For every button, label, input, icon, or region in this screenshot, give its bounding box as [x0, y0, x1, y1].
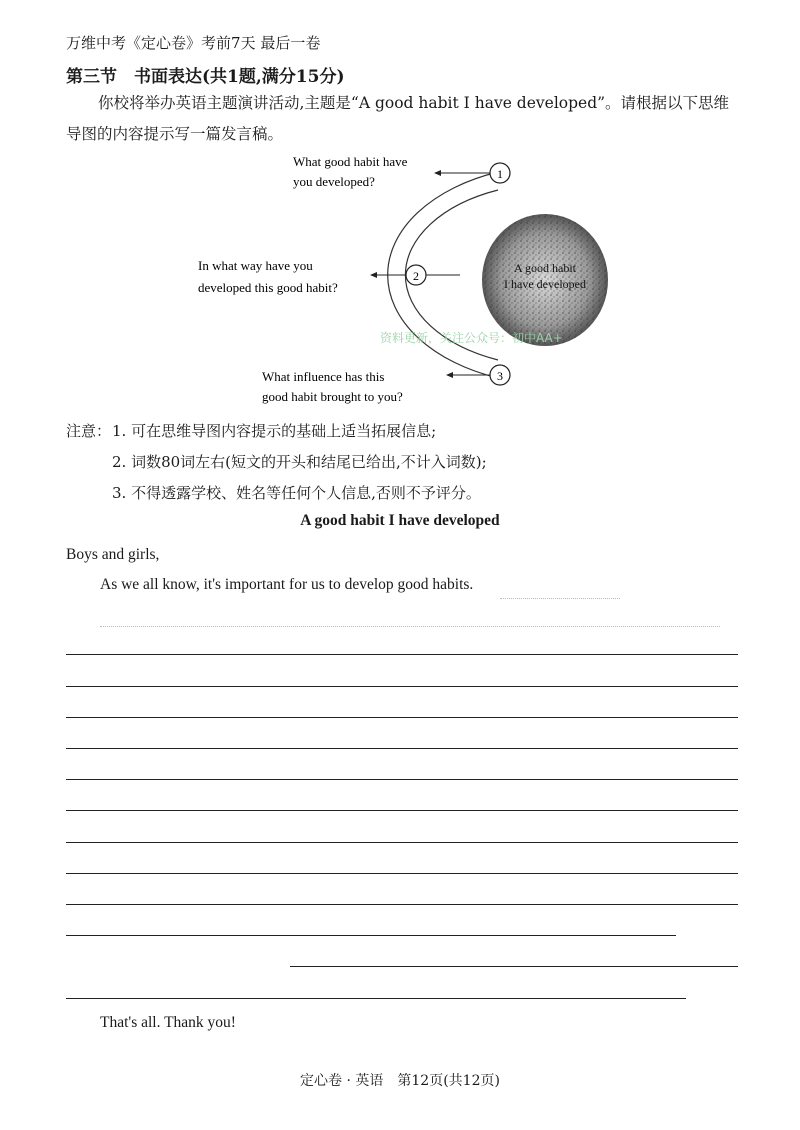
writing-line[interactable]: [66, 654, 738, 655]
note-2: 2. 词数80词左右(短文的开头和结尾已给出,不计入词数);: [112, 453, 487, 471]
essay-greeting: Boys and girls,: [66, 546, 160, 563]
note-3: 3. 不得透露学校、姓名等任何个人信息,否则不予评分。: [112, 484, 481, 502]
writing-line[interactable]: [66, 998, 686, 999]
exam-header: 万维中考《定心卷》考前7天 最后一卷: [66, 34, 321, 52]
writing-line[interactable]: [290, 966, 738, 967]
writing-line[interactable]: [66, 873, 738, 874]
writing-line[interactable]: [66, 686, 738, 687]
question-3-line1: What influence has this: [262, 369, 385, 384]
notes-label: 注意：: [66, 422, 112, 440]
scan-artifact: [500, 598, 620, 599]
question-3-line2: good habit brought to you?: [262, 389, 403, 404]
writing-line[interactable]: [66, 810, 738, 811]
scan-artifact: [100, 626, 720, 627]
node-2-number: 2: [413, 269, 419, 283]
question-1-line2: you developed?: [293, 174, 375, 189]
page-footer: 定心卷 · 英语 第12页(共12页): [300, 1073, 500, 1089]
writing-line[interactable]: [66, 717, 738, 718]
center-label-2: I have developed: [504, 277, 586, 291]
section-title: 第三节 书面表达(共1题,满分15分): [66, 67, 345, 87]
writing-line[interactable]: [66, 935, 676, 936]
node-1-number: 1: [497, 167, 503, 181]
node-3-number: 3: [497, 369, 503, 383]
writing-line[interactable]: [66, 904, 738, 905]
question-2-line1: In what way have you: [198, 258, 313, 273]
writing-line[interactable]: [66, 842, 738, 843]
question-2-line2: developed this good habit?: [198, 280, 338, 295]
center-label-1: A good habit: [514, 261, 576, 275]
mind-map: [190, 150, 620, 415]
note-1: 1. 可在思维导图内容提示的基础上适当拓展信息;: [112, 422, 437, 440]
writing-line[interactable]: [66, 779, 738, 780]
essay-opening: As we all know, it's important for us to develop good habits.: [100, 576, 474, 593]
writing-line[interactable]: [66, 748, 738, 749]
watermark: 资料更新，关注公众号：初中AA+: [380, 331, 563, 345]
essay-closing: That's all. Thank you!: [100, 1014, 236, 1031]
task-prompt: 你校将举办英语主题演讲活动,主题是“A good habit I have developed”。请根据以下思维导图的内容提示写一篇发言稿。: [66, 94, 730, 143]
essay-title: A good habit I have developed: [300, 512, 500, 529]
question-1-line1: What good habit have: [293, 154, 408, 169]
